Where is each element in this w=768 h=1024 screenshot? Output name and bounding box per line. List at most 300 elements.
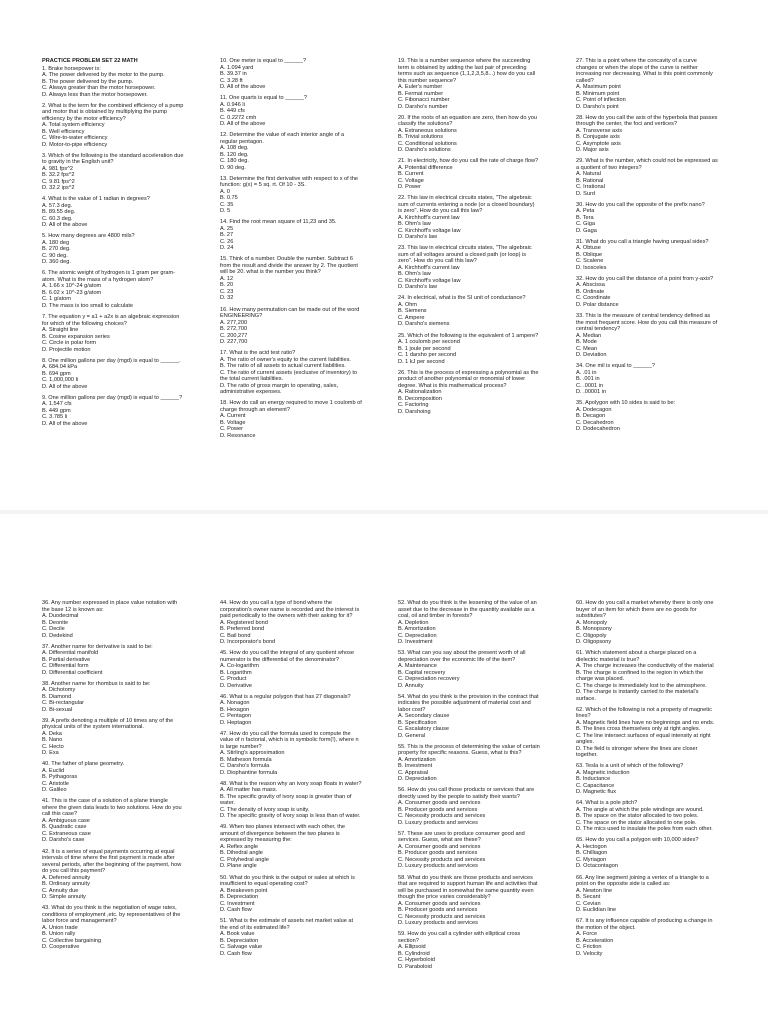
answer-option: C. 35 bbox=[220, 201, 234, 208]
answer-option: D. Heptagon bbox=[220, 719, 252, 726]
answer-option: D. Always less than the motor horsepower. bbox=[42, 91, 148, 98]
question-item bbox=[42, 718, 184, 757]
answer-option: D. Cash flow bbox=[220, 950, 252, 957]
question-stem: 20. If the roots of an equation are zero, then how do you classify the solutions? bbox=[398, 114, 538, 128]
answer-option: B. Preferred bond bbox=[220, 626, 265, 632]
answer-option: A. Consumer goods and services bbox=[398, 843, 481, 850]
question-stem: 24. In electrical, what is the SI unit of conductance? bbox=[398, 295, 526, 302]
answer-option: A. Breakeven point bbox=[220, 887, 268, 894]
question-stem: 26. This is the process of expressing a polynomial as the product of another polynomial or monomial of lower degree. What is this mathematical process? bbox=[398, 369, 539, 389]
question-stem: 62. Which of the following is not a property of magnetic lines? bbox=[576, 706, 712, 720]
question-item bbox=[42, 358, 184, 391]
answer-option: A. Differential manifold bbox=[42, 650, 99, 657]
question-item bbox=[220, 219, 362, 252]
answer-option: A. Transverse axis bbox=[576, 127, 623, 134]
answer-option: D. 24 bbox=[220, 245, 234, 252]
question-stem: 31. What do you call a triangle having unequal sides? bbox=[576, 238, 709, 245]
answer-option: B. Producer goods and services bbox=[398, 850, 478, 857]
document-page-1 bbox=[0, 0, 768, 508]
answer-option: A. Ellipsoid bbox=[398, 944, 426, 951]
answer-option: C. 1 darsho per second bbox=[398, 352, 457, 359]
answer-option: D. Power bbox=[398, 184, 422, 191]
question-item bbox=[398, 831, 540, 870]
answer-option: D. Galileo bbox=[42, 787, 67, 794]
answer-option: A. Depletion bbox=[398, 619, 429, 626]
answer-option: C. .0001 in bbox=[576, 382, 604, 389]
answer-option: A. Magnetic field lines have no beginnings and no ends. bbox=[576, 719, 715, 726]
question-stem: 8. One million gallons per day (mgd) is equal to ______. bbox=[42, 357, 181, 364]
question-stem: 67. It is any influence capable of producing a change in the motion of the object. bbox=[576, 918, 713, 931]
answer-option: D. Simple annuity bbox=[42, 894, 86, 901]
answer-option: B. Logarithm bbox=[220, 669, 252, 676]
answer-option: B. Well efficiency bbox=[42, 128, 85, 135]
answer-option: A. 1.66 x 10^-24 g/atom bbox=[42, 283, 102, 290]
question-stem: 54. What do you think is the provision in the contract that indicates the possible adjustment of material cost and labor cost? bbox=[398, 693, 539, 713]
answer-option: A. Magnetic induction bbox=[576, 769, 630, 776]
question-stem: 63. Tesla is a unit of which of the following? bbox=[576, 763, 684, 770]
question-stem: 53. What can you say about the present worth of all depreciation over the economic life of the item? bbox=[398, 650, 526, 663]
answer-option: C. Asymptote axis bbox=[576, 140, 621, 147]
answer-option: B. Current bbox=[398, 171, 424, 178]
answer-option: B. Tera bbox=[576, 214, 594, 221]
answer-option: B. Union rally bbox=[42, 931, 76, 938]
question-stem: 33. This is the measure of central tendency defined as the most frequent score. How do you call this measure of central tendency? bbox=[576, 313, 718, 333]
question-stem: 59. How do you call a cylinder with elliptical cross section? bbox=[398, 931, 521, 944]
answer-option: B. Conjugate axis bbox=[576, 134, 620, 141]
answer-option: A. Book value bbox=[220, 931, 255, 938]
answer-option: A. Nonagon bbox=[220, 700, 250, 707]
answer-option: D. The charge is instantly carried to the material's surface. bbox=[576, 689, 699, 702]
page2-column-3 bbox=[398, 600, 540, 975]
answer-option: A. 1 coulomb per second bbox=[398, 339, 460, 346]
page1-column-1 bbox=[42, 58, 184, 432]
answer-option: A. Consumer goods and services bbox=[398, 900, 481, 907]
answer-option: C. 180 deg. bbox=[220, 158, 249, 165]
page1-column-4 bbox=[576, 58, 718, 437]
answer-option: B. Decagon bbox=[576, 413, 606, 420]
question-stem: 48. What is the reason why an ivory soap floats in water? bbox=[220, 780, 362, 787]
question-stem: 41. This is the case of a solution of a plane triangle where the given data leads to two solutions. How do you call this case? bbox=[42, 798, 182, 818]
question-stem: 35. Apolygon with 10 sides is said to be: bbox=[576, 400, 676, 407]
question-item bbox=[220, 824, 362, 870]
question-stem: 17. What is the acid test ratio? bbox=[220, 350, 296, 357]
answer-option: D. Magnetic flux bbox=[576, 789, 617, 796]
answer-option: C. Bail bond bbox=[220, 632, 251, 639]
answer-option: C. Friction bbox=[576, 944, 602, 951]
question-stem: 50. What do you think is the output or sales at which is insufficient to equal operating cost? bbox=[220, 874, 355, 888]
answer-option: C. 200,277 bbox=[220, 332, 248, 339]
answer-option: D. Paraboloid bbox=[398, 963, 432, 970]
answer-option: C. Salvage value bbox=[220, 944, 263, 951]
question-item bbox=[398, 744, 540, 783]
answer-option: A. Force bbox=[576, 931, 598, 938]
answer-option: D. Euclidian line bbox=[576, 907, 617, 914]
question-stem: 56. How do you call those products or services that are directly used by the people to satisfy their wants? bbox=[398, 787, 535, 800]
question-item bbox=[398, 600, 540, 646]
question-item bbox=[576, 276, 718, 309]
question-item bbox=[576, 313, 718, 359]
question-stem: 12. Determine the value of each interior angle of a regular pentagon. bbox=[220, 132, 345, 145]
question-stem: 4. What is the value of 1 radian in degrees? bbox=[42, 196, 150, 203]
answer-option: C. Myriagon bbox=[576, 856, 607, 863]
question-stem: 66. Any line segment joining a vertex of a triangle to a point on the opposite side is called as: bbox=[576, 874, 709, 888]
answer-option: D. Polar distance bbox=[576, 301, 619, 308]
question-item bbox=[398, 115, 540, 154]
question-stem: 23. This law in electrical circuits states, "The algebraic sum of all voltages around a closed path (or loop) is zero". How do you call this law? bbox=[398, 245, 532, 265]
question-item bbox=[42, 905, 184, 951]
answer-option: A. Co-logarithm bbox=[220, 663, 259, 670]
question-item bbox=[398, 370, 540, 416]
question-item bbox=[220, 731, 362, 777]
answer-option: D. Surd bbox=[576, 190, 595, 197]
answer-option: C. Necessity products and services bbox=[398, 913, 486, 920]
page2-column-2 bbox=[220, 600, 362, 962]
answer-option: B. Oblique bbox=[576, 251, 603, 258]
question-item bbox=[42, 761, 184, 794]
answer-option: D. Deviation bbox=[576, 352, 607, 359]
answer-option: B. Pythagoras bbox=[42, 774, 78, 781]
answer-option: A. Median bbox=[576, 332, 602, 339]
answer-option: A. Hectogon bbox=[576, 843, 607, 850]
answer-option: B. Ohm's law bbox=[398, 221, 431, 228]
answer-option: B. 270 deg. bbox=[42, 246, 71, 253]
answer-option: D. Diophantine formula bbox=[220, 769, 278, 776]
answer-option: A. 0.946 li bbox=[220, 101, 245, 108]
answer-option: D. Darsho's siemens bbox=[398, 321, 450, 328]
answer-option: D. Plane angle bbox=[220, 863, 257, 870]
answer-option: C. Voltage bbox=[398, 177, 424, 184]
answer-option: B. Producer goods and services bbox=[398, 806, 478, 813]
answer-option: A. Ohm bbox=[398, 301, 417, 308]
question-stem: 15. Think of a number. Double the number. Subtract 6 from the result and divide the answer by 2. The quotient will be 20. what is the number you think? bbox=[220, 256, 358, 276]
answer-option: C. 60.3 deg. bbox=[42, 215, 73, 222]
question-stem: 22. This law in electrical circuits states, "The algebraic sum of currents entering a node (or a closed boundary) is zero". How do you call this law? bbox=[398, 195, 535, 215]
question-item bbox=[398, 694, 540, 740]
answer-option: C. Darsho's formula bbox=[220, 763, 270, 770]
question-item bbox=[576, 800, 718, 833]
answer-option: A. Peta bbox=[576, 208, 595, 215]
answer-option: A. Kirchhoff's current law bbox=[398, 214, 460, 221]
answer-option: D. 227,700 bbox=[220, 339, 248, 346]
question-item bbox=[576, 600, 718, 646]
question-item bbox=[42, 681, 184, 714]
answer-option: A. The ratio of owner's equity to the current liabilities. bbox=[220, 356, 351, 363]
question-stem: 18. How do call an energy required to move 1 coulomb of charge through an element? bbox=[220, 400, 362, 413]
answer-option: B. 120 deg. bbox=[220, 151, 249, 158]
answer-option: D. Darsho's case bbox=[42, 837, 85, 844]
answer-option: B. The power delivered by the pump. bbox=[42, 78, 134, 85]
answer-option: A. 277,200 bbox=[220, 319, 248, 326]
page1-column-2 bbox=[220, 58, 362, 444]
answer-option: D. All of the above bbox=[220, 84, 266, 90]
question-item bbox=[576, 58, 718, 110]
answer-option: B. Rational bbox=[576, 177, 604, 184]
question-stem: 5. How many degrees are 4800 mils? bbox=[42, 233, 135, 240]
answer-option: A. Duodecimal bbox=[42, 613, 79, 619]
answer-option: A. Consumer goods and services bbox=[398, 800, 481, 807]
answer-option: C. The line intersect surfaces of equal intensity at right angles. bbox=[576, 732, 711, 746]
answer-option: B. Ohm's law bbox=[398, 271, 431, 278]
question-stem: 11. One quarts is equal to ______? bbox=[220, 95, 307, 102]
answer-option: A. Kirchhoff's current law bbox=[398, 264, 460, 271]
question-item bbox=[42, 798, 184, 844]
answer-option: B. Siemens bbox=[398, 308, 427, 315]
answer-option: A. Euler's number bbox=[398, 84, 443, 90]
answer-option: B. Chilliagon bbox=[576, 850, 608, 857]
answer-option: C. 26 bbox=[220, 238, 234, 245]
question-item bbox=[220, 176, 362, 215]
answer-option: D. Differential coefficient bbox=[42, 669, 103, 676]
answer-option: A. Monopoly bbox=[576, 619, 608, 626]
question-stem: 29. What is the number, which could not be expressed as a quotient of two integers? bbox=[576, 158, 718, 171]
question-item bbox=[398, 333, 540, 366]
answer-option: D. 5 bbox=[220, 208, 231, 215]
answer-option: B. Nano bbox=[42, 737, 63, 744]
question-stem: 25. Which of the following is the equivalent of 1 ampere? bbox=[398, 332, 539, 339]
question-stem: 28. How do you call the axis of the hyperbola that passes through the center, the foci and vertices? bbox=[576, 114, 718, 128]
answer-option: A. 12 bbox=[220, 275, 234, 282]
answer-option: A. Euclid bbox=[42, 767, 65, 774]
answer-option: D. Dedekind bbox=[42, 632, 73, 639]
answer-option: B. Partial derivative bbox=[42, 656, 91, 663]
question-stem: 39. A prefix denoting a multiple of 10 times any of the physical units of the system international. bbox=[42, 717, 174, 731]
answer-option: D. Darsho's point bbox=[576, 103, 619, 110]
question-item bbox=[42, 66, 184, 99]
answer-option: B. Hexagon bbox=[220, 706, 250, 713]
page1-column-3 bbox=[398, 58, 540, 420]
document-page-2 bbox=[0, 516, 768, 1024]
question-item bbox=[220, 132, 362, 171]
question-item bbox=[220, 95, 362, 128]
answer-option: D. Gaga bbox=[576, 227, 597, 234]
answer-option: D. Depreciation bbox=[398, 776, 437, 783]
answer-option: B. 20 bbox=[220, 282, 234, 289]
answer-option: B. Investment bbox=[398, 763, 433, 770]
question-stem: 10. One meter is equal to ______? bbox=[220, 58, 307, 64]
question-stem: 55. This is the process of determining the value of certain property for specific reasons. Guess, what is this? bbox=[398, 743, 540, 757]
answer-option: D. 32.2 ips^2 bbox=[42, 185, 75, 192]
question-stem: 44. How do you call a type of bond where the corporation's owner name is recorded and the interest is paid periodically to the owners with their asking for it? bbox=[220, 600, 360, 619]
answer-option: C. Capacitance bbox=[576, 782, 615, 789]
answer-option: B. Mode bbox=[576, 339, 597, 346]
answer-option: D. Projectile motion bbox=[42, 346, 91, 353]
answer-option: D. 32 bbox=[220, 295, 234, 302]
question-stem: 51. What is the estimate of assets net market value at the end of its estimated life? bbox=[220, 918, 354, 931]
question-item bbox=[576, 239, 718, 272]
answer-option: C. Pentagon bbox=[220, 713, 252, 720]
answer-option: C. Ampere bbox=[398, 314, 425, 321]
answer-option: A. 108 deg. bbox=[220, 145, 249, 152]
question-item bbox=[220, 350, 362, 396]
answer-option: B. Dihedral angle bbox=[220, 850, 263, 857]
answer-option: A. All matter has mass. bbox=[220, 787, 278, 794]
answer-option: B. The lines cross themselves only at right angles. bbox=[576, 726, 701, 733]
question-stem: 19. This is a number sequence where the succeeding term is obtained by adding the last pair of preceding terms such as sequence (1,1,2,3,5,8...) how do you call this number sequence? bbox=[398, 58, 536, 84]
answer-option: B. 6.02 x 10^-23 g/atom bbox=[42, 289, 102, 296]
answer-option: B. 449 cfs bbox=[220, 108, 245, 115]
question-item bbox=[576, 115, 718, 154]
answer-option: C. Decahedron bbox=[576, 419, 614, 426]
answer-option: C. Depreciation recovery bbox=[398, 676, 460, 683]
answer-option: B. The ratio of all assets to actual current liabilities. bbox=[220, 363, 346, 370]
answer-option: B. Quadratic case bbox=[42, 824, 87, 831]
answer-option: B. Inductance bbox=[576, 776, 611, 783]
question-stem: 7. The equation y = a1 + a2x is an algebraic expression for which of the following choices? bbox=[42, 314, 180, 327]
question-item bbox=[398, 875, 540, 927]
page2-column-4 bbox=[576, 600, 718, 962]
answer-option: D. Incorporator's bond bbox=[220, 639, 276, 645]
answer-option: B. 32.2 fps^2 bbox=[42, 172, 75, 179]
answer-option: B. Trivial solutions bbox=[398, 134, 444, 141]
answer-option: C. Irrational bbox=[576, 184, 605, 191]
answer-option: D. Motor-to-pipe efficiency bbox=[42, 141, 108, 148]
answer-option: C. Hecto bbox=[42, 743, 64, 750]
answer-option: A. Secondary clause bbox=[398, 713, 450, 720]
answer-option: D. Darsho's law bbox=[398, 284, 437, 291]
answer-option: D. Luxury products and services bbox=[398, 920, 478, 927]
question-stem: 38. Another name for rhombus is said to be: bbox=[42, 680, 151, 687]
answer-option: A. The charge increases the conductivity of the material bbox=[576, 663, 714, 670]
answer-option: C. Extraneous case bbox=[42, 830, 91, 837]
answer-option: C. 1 g/atom bbox=[42, 296, 71, 303]
answer-option: D. All of the above bbox=[42, 222, 88, 229]
question-item bbox=[42, 644, 184, 677]
answer-option: B. 1 joule per second bbox=[398, 345, 451, 352]
answer-option: C. Investment bbox=[220, 900, 255, 907]
answer-option: D. 90 deg. bbox=[220, 164, 246, 171]
answer-option: C. Kirchhoff's voltage law bbox=[398, 277, 461, 284]
answer-option: D. Cooperative bbox=[42, 944, 80, 951]
question-item bbox=[576, 918, 718, 957]
answer-option: C. Collective bargaining bbox=[42, 937, 102, 944]
answer-option: C. Cevian bbox=[576, 900, 601, 907]
question-item bbox=[42, 849, 184, 901]
question-stem: 46. What is a regular polygon that has 27 diagonals? bbox=[220, 693, 351, 700]
answer-option: B. Capital recovery bbox=[398, 669, 446, 676]
question-stem: 57. These are uses to produce consumer good and services. Guess, what are these? bbox=[398, 830, 525, 844]
answer-option: A. The angle at which the pole windings are wound. bbox=[576, 806, 704, 813]
answer-option: C. Decile bbox=[42, 626, 65, 632]
question-item bbox=[220, 694, 362, 727]
answer-option: D. Velocity bbox=[576, 950, 603, 957]
answer-option: C. Differential form bbox=[42, 663, 89, 670]
answer-option: D. Resonance bbox=[220, 432, 256, 439]
answer-option: D. Derivative bbox=[220, 682, 253, 689]
answer-option: C. Necessity products and services bbox=[398, 856, 486, 863]
question-item bbox=[42, 233, 184, 266]
answer-option: A. Reflex angle bbox=[220, 843, 258, 850]
answer-option: C. Product bbox=[220, 676, 247, 683]
answer-option: D. Darsho's law bbox=[398, 234, 437, 241]
answer-option: C. Necessity products and services bbox=[398, 813, 486, 820]
question-stem: 36. Any number expressed in place value notation with the base 12 is known as: bbox=[42, 600, 178, 613]
answer-option: D. .00001 in bbox=[576, 389, 607, 396]
question-stem: 47. How do you call the formula used to compute the value of n factorial, which is in symbolic form(!), where n is large number? bbox=[220, 730, 359, 750]
answer-option: C. Annuity due bbox=[42, 887, 79, 894]
answer-option: C. Scalene bbox=[576, 258, 604, 265]
answer-option: C. Appraisal bbox=[398, 769, 429, 776]
answer-option: D. Octacontagon bbox=[576, 863, 618, 870]
question-stem: 13. Determine the first derivative with respect to x of the function: g(x) = 5 sq. rt. Of 10 - 3S. bbox=[220, 175, 359, 189]
answer-option: C. 1,000,000 li bbox=[42, 377, 79, 384]
answer-option: B. Producer goods and services bbox=[398, 907, 478, 914]
answer-option: B. Amortization bbox=[398, 626, 436, 632]
question-item bbox=[398, 195, 540, 241]
answer-option: D. Exa bbox=[42, 750, 59, 757]
answer-option: A. Rationalization bbox=[398, 389, 442, 396]
answer-option: C. Aristotle bbox=[42, 780, 70, 787]
answer-option: B. Monopsony bbox=[576, 626, 612, 632]
question-item bbox=[398, 295, 540, 328]
answer-option: A. The power delivered by the motor to the pump. bbox=[42, 72, 165, 78]
question-stem: 40. The father of plane geometry. bbox=[42, 761, 125, 768]
question-stem: 64. What is a pole pitch? bbox=[576, 800, 638, 807]
answer-option: C. Wire-to-water efficiency bbox=[42, 135, 108, 142]
question-stem: 1. Brake horsepower is: bbox=[42, 65, 101, 72]
answer-option: B. Cosine expansion series bbox=[42, 333, 110, 340]
question-item bbox=[398, 58, 540, 110]
question-item bbox=[398, 650, 540, 689]
answer-option: B. The space on the stator allocated to two poles. bbox=[576, 813, 699, 820]
answer-option: B. Voltage bbox=[220, 419, 246, 426]
answer-option: B. Depreciation bbox=[220, 937, 259, 944]
answer-option: C. 0.2272 cmh bbox=[220, 114, 257, 121]
answer-option: A. Deferred annuity bbox=[42, 874, 91, 881]
answer-option: D. Darshoing bbox=[398, 408, 431, 415]
answer-option: C. 9.81 fps^2 bbox=[42, 178, 75, 185]
question-stem: 2. What is the term for the combined efficiency of a pump and motor that is obtained by multiplying the pump efficiency by the motor efficiency? bbox=[42, 102, 184, 122]
question-stem: 21. In electricity, how do you call the rate of charge flow? bbox=[398, 158, 539, 165]
question-item bbox=[220, 58, 362, 91]
question-item bbox=[398, 787, 540, 826]
answer-option: B. 272,700 bbox=[220, 326, 248, 333]
question-stem: 32. How do you call the distance of a point from y-axis? bbox=[576, 275, 714, 282]
answer-option: A. Maintenance bbox=[398, 663, 437, 670]
answer-option: C. Circle in polar form bbox=[42, 340, 97, 347]
question-item bbox=[398, 158, 540, 191]
answer-option: C. The charge is immediately lost to the atmosphere. bbox=[576, 682, 707, 689]
answer-option: B. The specific gravity of ivory soap is greater than of water. bbox=[220, 793, 352, 807]
answer-option: A. Current bbox=[220, 413, 246, 420]
answer-option: A. 0 bbox=[220, 188, 230, 195]
answer-option: A. 1.547 cfs bbox=[42, 401, 72, 408]
question-stem: 37. Another name for derivative is said to be: bbox=[42, 643, 153, 650]
answer-option: D. Cash flow bbox=[220, 907, 252, 914]
answer-option: B. Secant bbox=[576, 894, 601, 901]
question-item bbox=[220, 918, 362, 957]
question-stem: 52. What do you think is the lessening of the value of an asset due to the decrease in the quantity available as a coal, oil and timber in forests? bbox=[398, 600, 537, 619]
question-stem: 45. How do you call the integral of any quotient whose numerator is the differential of the denominator? bbox=[220, 650, 355, 663]
question-item bbox=[576, 707, 718, 759]
answer-option: C. Factoring bbox=[398, 402, 429, 409]
question-item bbox=[576, 202, 718, 235]
answer-option: A. 1.094 yard bbox=[220, 64, 254, 71]
question-item bbox=[42, 395, 184, 428]
question-item bbox=[576, 158, 718, 197]
answer-option: B. Specification bbox=[398, 719, 437, 726]
answer-option: A. Newton line bbox=[576, 887, 613, 894]
answer-option: C. Fibonacci number bbox=[398, 97, 450, 103]
answer-option: A. Ambiguous case bbox=[42, 817, 90, 824]
answer-option: A. Union trade bbox=[42, 924, 78, 931]
answer-option: C. Giga bbox=[576, 221, 595, 228]
answer-option: A. Natural bbox=[576, 171, 601, 178]
answer-option: B. 0.75 bbox=[220, 195, 238, 202]
question-stem: 43. What do you think is the negotiation of wage rates, conditions of employment ,etc. by representatives of the labor force and management? bbox=[42, 905, 181, 925]
answer-option: D. Oligopsony bbox=[576, 639, 612, 645]
answer-option: B. Cylindroid bbox=[398, 950, 430, 957]
answer-option: D. The mics used to insulate the poles from each other. bbox=[576, 826, 713, 833]
